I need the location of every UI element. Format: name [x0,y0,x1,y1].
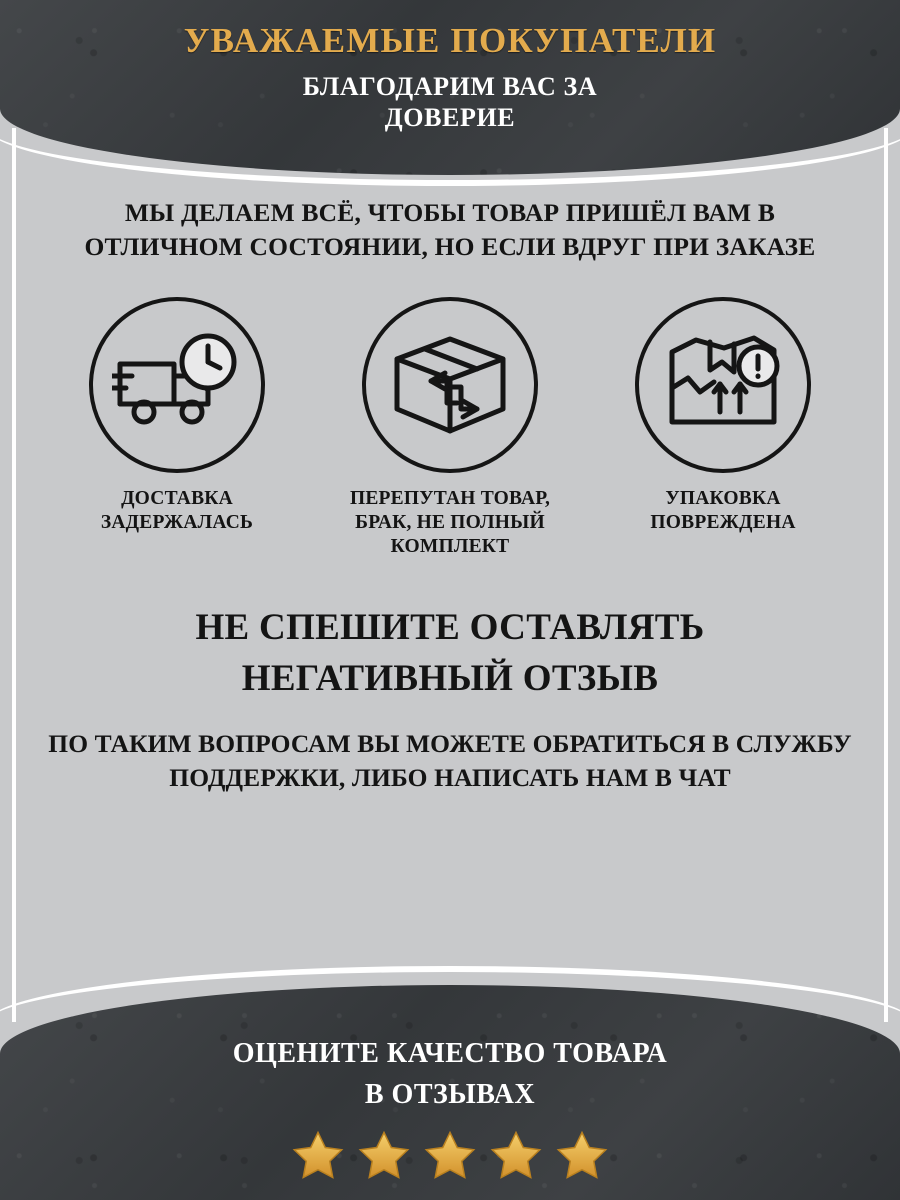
left-frame-rule [12,128,16,1022]
top-curve-divider [0,126,900,186]
star-icon[interactable] [419,1126,481,1186]
star-icon[interactable] [551,1126,613,1186]
star-icon[interactable] [287,1126,349,1186]
header-subtitle-line2: ДОВЕРИЕ [384,103,516,133]
issue-caption-delivery: ДОСТАВКА ЗАДЕРЖАЛАСЬ [100,488,254,534]
damaged-package-icon [658,326,788,444]
issue-item-damaged [598,297,848,535]
header [0,22,900,134]
right-frame-rule [884,128,888,1022]
star-icon[interactable] [353,1126,415,1186]
headline-line1: НЕ СПЕШИТЕ ОСТАВЛЯТЬ [195,606,705,648]
box-icon-circle [362,297,538,473]
issue-caption-damaged: УПАКОВКА ПОВРЕЖДЕНА [650,488,796,534]
footer-title-line2: В ОТЗЫВАХ [364,1079,536,1110]
support-text: ПО ТАКИМ ВОПРОСАМ ВЫ МОЖЕТЕ ОБРАТИТЬСЯ В СЛУЖБУ ПОДДЕРЖКИ, ЛИБО НАПИСАТЬ НАМ В ЧАТ [48,728,852,793]
delivery-truck-clock-icon [112,330,242,440]
issue-item-wrong-goods [325,297,575,558]
main-content [30,196,870,795]
issue-icons-row [30,297,870,558]
intro-text: МЫ ДЕЛАЕМ ВСЁ, ЧТОБЫ ТОВАР ПРИШЁЛ ВАМ В ОТЛИЧНОМ СОСТОЯНИИ, НО ЕСЛИ ВДРУГ ПРИ ЗАКАЗЕ [84,198,816,261]
header-title-gold: УВАЖАЕМЫЕ ПОКУПАТЕЛИ [183,21,717,60]
footer [0,1036,900,1186]
header-subtitle-line1: БЛАГОДАРИМ ВАС ЗА [302,71,598,101]
star-icon[interactable] [485,1126,547,1186]
headline-line2: НЕГАТИВНЫЙ ОТЗЫВ [241,657,659,699]
rating-stars[interactable] [0,1126,900,1186]
box-exchange-arrows-icon [385,325,515,445]
damaged-icon-circle [635,297,811,473]
footer-title-line1: ОЦЕНИТЕ КАЧЕСТВО ТОВАРА [232,1038,668,1069]
issue-caption-wrong-goods: ПЕРЕПУТАН ТОВАР, БРАК, НЕ ПОЛНЫЙ КОМПЛЕКТ [349,488,551,557]
issue-item-delivery [52,297,302,535]
delivery-icon-circle [89,297,265,473]
bottom-curve-divider [0,966,900,1024]
